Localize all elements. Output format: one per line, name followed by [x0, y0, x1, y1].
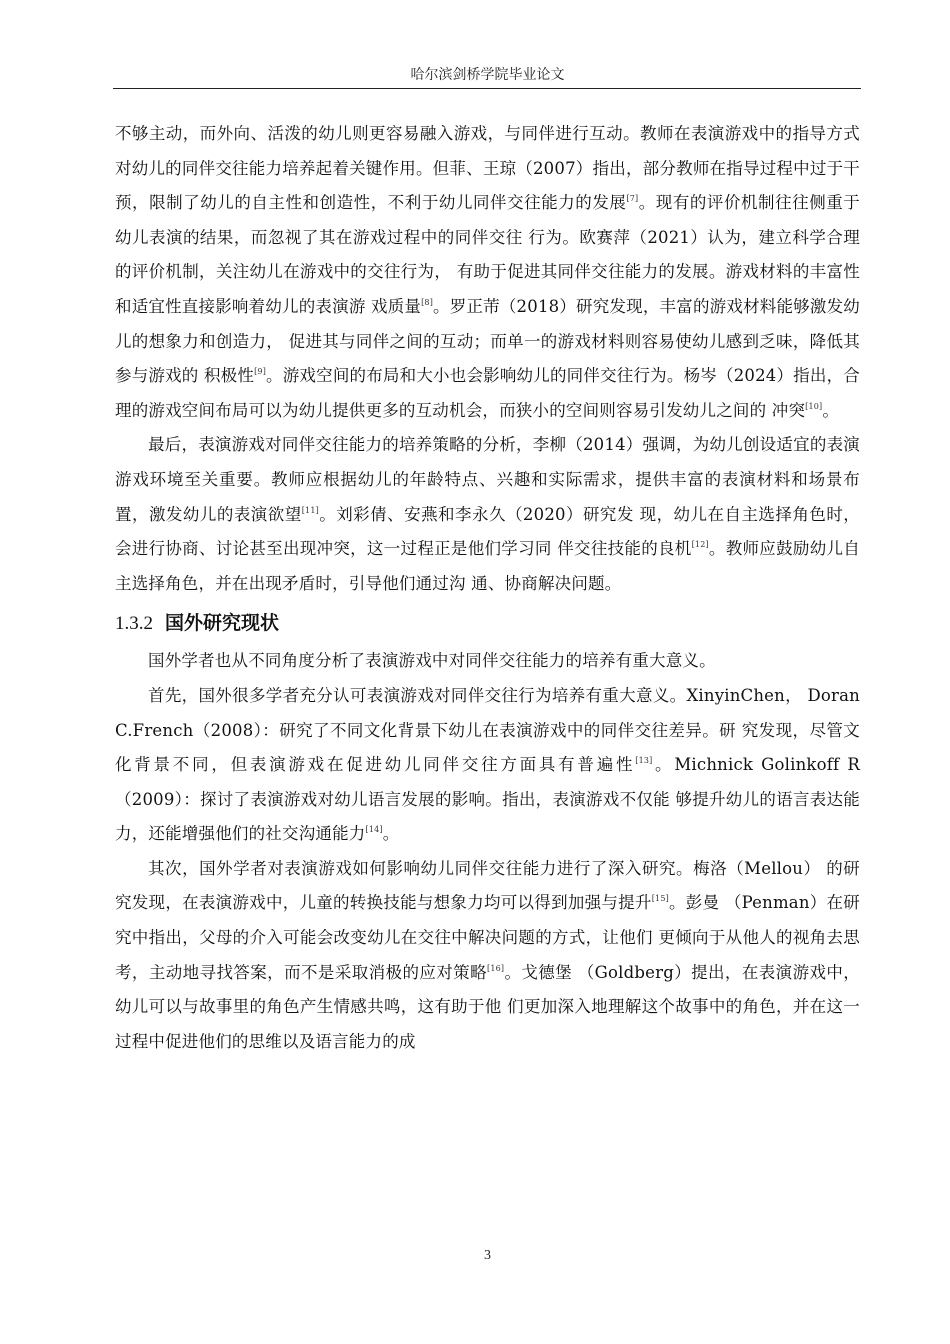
paragraph-foreign-intro	[115, 644, 860, 679]
paragraph-text: 首先，国外很多学者充分认可表演游戏对同伴交往行为培养有重大意义。XinyinChen， Doran C.French（2008）：研究了不同文化背景下幼儿在表演游戏中的同伴交往差异。研 究发现，尽管文化背景不同，但表演游戏在促进幼儿同伴交往方面具有普遍性	[115, 685, 860, 775]
citation-ref: [14]	[365, 825, 383, 835]
paragraph-text: 。	[822, 400, 840, 420]
section-title: 国外研究现状	[165, 612, 280, 635]
paragraph-domestic-strategies	[115, 428, 860, 601]
citation-ref: [7]	[626, 194, 639, 204]
running-header: 哈尔滨剑桥学院毕业论文	[410, 67, 565, 83]
paragraph-text: 其次，国外学者对表演游戏如何影响幼儿同伴交往能力进行了深入研究。梅洛（Mellou） 的研究发现，在表演游戏中，儿童的转换技能与想象力均可以得到加强与提升	[115, 858, 860, 913]
page-number: 3	[484, 1248, 491, 1263]
paragraph-text: 。	[382, 824, 400, 844]
citation-ref: [9]	[254, 367, 267, 377]
citation-ref: [12]	[691, 540, 709, 550]
section-number: 1.3.2	[115, 613, 153, 635]
citation-ref: [10]	[805, 401, 823, 411]
paragraph-domestic-factors	[115, 117, 860, 428]
paragraph-text: 。戈德堡 （Goldberg）提出，在表演游戏中，幼儿可以与故事里的角色产生情感共鸣，这有助于他 们更加深入地理解这个故事中的角色，并在这一过程中促进他们的思维以及语言能力的成	[115, 962, 860, 1051]
paragraph-foreign-second	[115, 852, 860, 1060]
paragraph-text: 最后，表演游戏对同伴交往能力的培养策略的分析，李柳（2014）强调，为幼儿创设适宜的表演游戏环境至关重要。教师应根据幼儿的年龄特点、兴趣和实际需求，提供丰富的表演材料和场景布置，激发幼儿的表演欲望	[115, 435, 860, 524]
header-rule	[113, 88, 861, 89]
citation-ref: [13]	[635, 756, 653, 766]
citation-ref: [15]	[651, 894, 669, 904]
paragraph-text: 。现有的评价机制往往侧重于幼儿表演的结果，而忽视了其在游戏过程中的同伴交往 行为。欧赛萍（2021）认为，建立科学合理的评价机制，关注幼儿在游戏中的交往行为， 有助于促进其同伴交往能力的发展。游戏材料的丰富性和适宜性直接影响着幼儿的表演游 戏质量	[115, 193, 860, 316]
paragraph-text: 。刘彩倩、安燕和李永久（2020）研究发 现，幼儿在自主选择角色时，会进行协商、讨论甚至出现冲突，这一过程正是他们学习同 伴交往技能的良机	[115, 504, 860, 559]
paragraph-text: 。彭曼 （Penman）在研究中指出，父母的介入可能会改变幼儿在交往中解决问题的方式，让他们 更倾向于从他人的视角去思考，主动地寻找答案，而不是采取消极的应对策略	[115, 893, 860, 982]
paragraph-text: 。Michnick Golinkoff R（2009）：探讨了表演游戏对幼儿语言发展的影响。指出，表演游戏不仅能 够提升幼儿的语言表达能力，还能增强他们的社交沟通能力	[115, 755, 860, 844]
section-heading	[115, 603, 860, 644]
citation-ref: [8]	[421, 297, 434, 307]
paragraph-text: 。罗正芾（2018）研究发现，丰富的游戏材料能够激发幼儿的想象力和创造力， 促进其与同伴之间的互动；而单一的游戏材料则容易使幼儿感到乏味，降低其参与游戏的 积极性	[115, 296, 860, 386]
citation-ref: [16]	[487, 963, 505, 973]
paragraph-text: 国外学者也从不同角度分析了表演游戏中对同伴交往能力的培养有重大意义。	[148, 651, 716, 671]
paragraph-text: 不够主动，而外向、活泼的幼儿则更容易融入游戏，与同伴进行互动。教师在表演游戏中的指导方式对幼儿的同伴交往能力培养起着关键作用。但菲、王琼（2007）指出，部分教师在指导过程中过于干预，限制了幼儿的自主性和创造性，不利于幼儿同伴交往能力的发展	[115, 124, 860, 213]
paragraph-text: 。教师应鼓励幼儿自主选择角色，并在出现矛盾时，引导他们通过沟 通、协商解决问题。	[115, 539, 860, 593]
citation-ref: [11]	[301, 505, 319, 515]
paragraph-foreign-first	[115, 679, 860, 852]
body-text	[115, 117, 860, 1059]
paragraph-text: 。游戏空间的布局和大小也会影响幼儿的同伴交往行为。杨岑（2024）指出，合 理的游戏空间布局可以为幼儿提供更多的互动机会，而狭小的空间则容易引发幼儿之间的 冲突	[115, 366, 860, 420]
